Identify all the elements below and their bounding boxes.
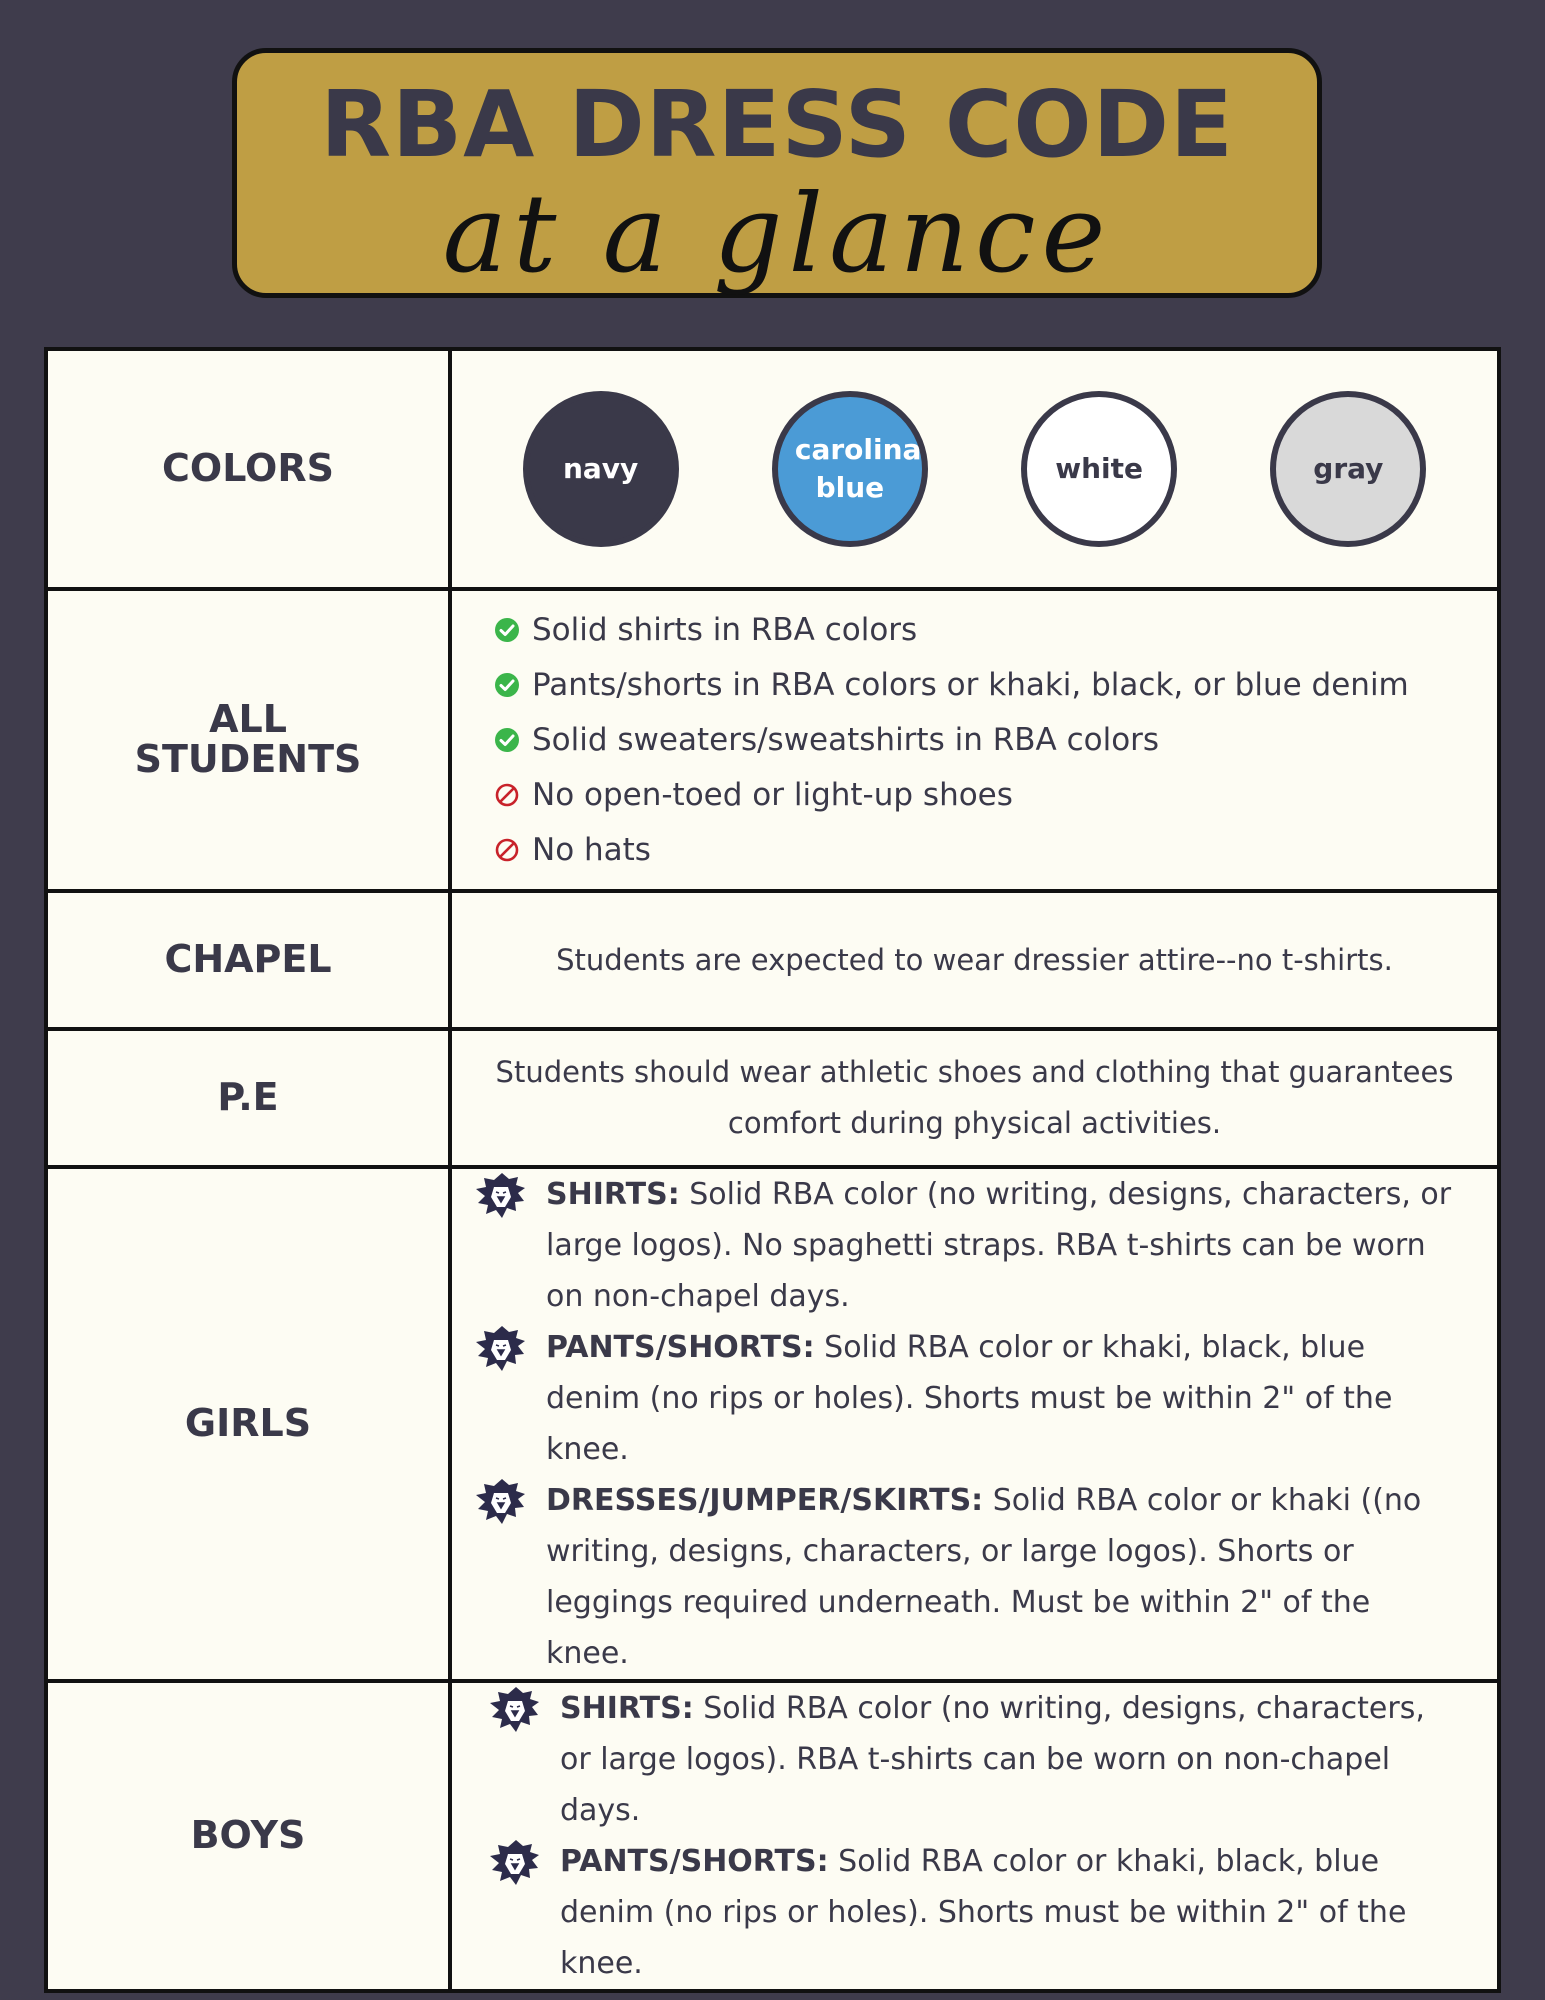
rule-text: No open-toed or light-up shoes <box>532 777 1013 813</box>
clothing-rule-heading: PANTS/SHORTS: <box>546 1330 815 1365</box>
color-swatch <box>1270 391 1426 547</box>
all-students-row <box>46 589 1499 891</box>
color-swatch-label: white <box>1055 452 1144 486</box>
clothing-rule-text <box>560 1836 1457 1989</box>
lion-icon <box>472 1171 528 1221</box>
rule-item <box>494 603 1497 658</box>
check-circle-icon <box>494 672 520 698</box>
all-students-rules <box>452 603 1497 878</box>
clothing-rule-heading: SHIRTS: <box>546 1177 680 1212</box>
rule-text: Solid sweaters/sweatshirts in RBA colors <box>532 722 1160 758</box>
girls-cell <box>450 1167 1499 1681</box>
rule-item <box>494 713 1497 768</box>
page-title: RBA DRESS CODE <box>320 71 1234 178</box>
boys-rules <box>452 1683 1497 1989</box>
color-swatch <box>523 391 679 547</box>
boys-cell <box>450 1681 1499 1991</box>
title-banner <box>232 48 1322 298</box>
rule-text: No hats <box>532 832 651 868</box>
girls-label: GIRLS <box>46 1167 450 1681</box>
clothing-rule-heading: SHIRTS: <box>560 1691 694 1726</box>
color-swatch-label: gray <box>1313 452 1384 486</box>
page-subtitle: at a glance <box>442 172 1112 297</box>
rule-item <box>494 823 1497 878</box>
lion-icon <box>486 1838 542 1888</box>
colors-label: COLORS <box>46 349 450 589</box>
colors-cell <box>450 349 1499 589</box>
all-students-cell <box>450 589 1499 891</box>
pe-label: P.E <box>46 1029 450 1167</box>
clothing-rule-text <box>546 1322 1457 1475</box>
chapel-text: Students are expected to wear dressier attire--no t-shirts. <box>450 891 1499 1029</box>
prohibited-icon <box>494 837 520 863</box>
rule-text: Solid shirts in RBA colors <box>532 612 918 648</box>
rule-text: Pants/shorts in RBA colors or khaki, black, or blue denim <box>532 667 1409 703</box>
chapel-row <box>46 891 1499 1029</box>
rule-item <box>494 768 1497 823</box>
clothing-rule-body: Solid RBA color (no writing, designs, characters, or large logos). RBA t-shirts can be worn on non-chapel days. <box>560 1691 1425 1828</box>
lion-icon <box>486 1685 542 1735</box>
boys-row <box>46 1681 1499 1991</box>
dress-code-table <box>44 347 1501 1993</box>
clothing-rule-text <box>546 1169 1457 1322</box>
clothing-rule-text <box>546 1475 1457 1679</box>
all-students-label-text: ALL STUDENTS <box>134 697 362 781</box>
clothing-rule-heading: PANTS/SHORTS: <box>560 1844 829 1879</box>
pe-text: Students should wear athletic shoes and clothing that guarantees comfort during physical activities. <box>450 1029 1499 1167</box>
color-swatch <box>772 391 928 547</box>
clothing-rule <box>472 1475 1457 1679</box>
color-swatch-label: navy <box>562 452 639 486</box>
prohibited-icon <box>494 782 520 808</box>
girls-row <box>46 1167 1499 1681</box>
colors-row <box>46 349 1499 589</box>
check-circle-icon <box>494 617 520 643</box>
color-swatch <box>1021 391 1177 547</box>
girls-rules <box>452 1169 1497 1679</box>
lion-icon <box>472 1324 528 1374</box>
clothing-rule <box>472 1169 1457 1322</box>
rule-item <box>494 658 1497 713</box>
lion-icon <box>472 1477 528 1527</box>
boys-label: BOYS <box>46 1681 450 1991</box>
check-circle-icon <box>494 727 520 753</box>
color-swatches <box>452 391 1497 547</box>
chapel-label: CHAPEL <box>46 891 450 1029</box>
clothing-rule-body: Solid RBA color or khaki, black, blue denim (no rips or holes). Shorts must be within 2" of the knee. <box>560 1844 1407 1981</box>
all-students-label <box>46 589 450 891</box>
pe-row <box>46 1029 1499 1167</box>
clothing-rule <box>486 1836 1457 1989</box>
clothing-rule-body: Solid RBA color or khaki, black, blue denim (no rips or holes). Shorts must be within 2" of the knee. <box>546 1330 1393 1467</box>
clothing-rule <box>486 1683 1457 1836</box>
clothing-rule-body: Solid RBA color or khaki ((no writing, designs, characters, or large logos). Shorts or leggings required underneath. Must be within 2" of the knee. <box>546 1483 1422 1671</box>
clothing-rule-text <box>560 1683 1457 1836</box>
clothing-rule-heading: DRESSES/JUMPER/SKIRTS: <box>546 1483 984 1518</box>
clothing-rule <box>472 1322 1457 1475</box>
clothing-rule-body: Solid RBA color (no writing, designs, characters, or large logos). No spaghetti straps. RBA t-shirts can be worn on non-chapel days. <box>546 1177 1452 1314</box>
color-swatch-label: carolina blue <box>794 433 922 504</box>
